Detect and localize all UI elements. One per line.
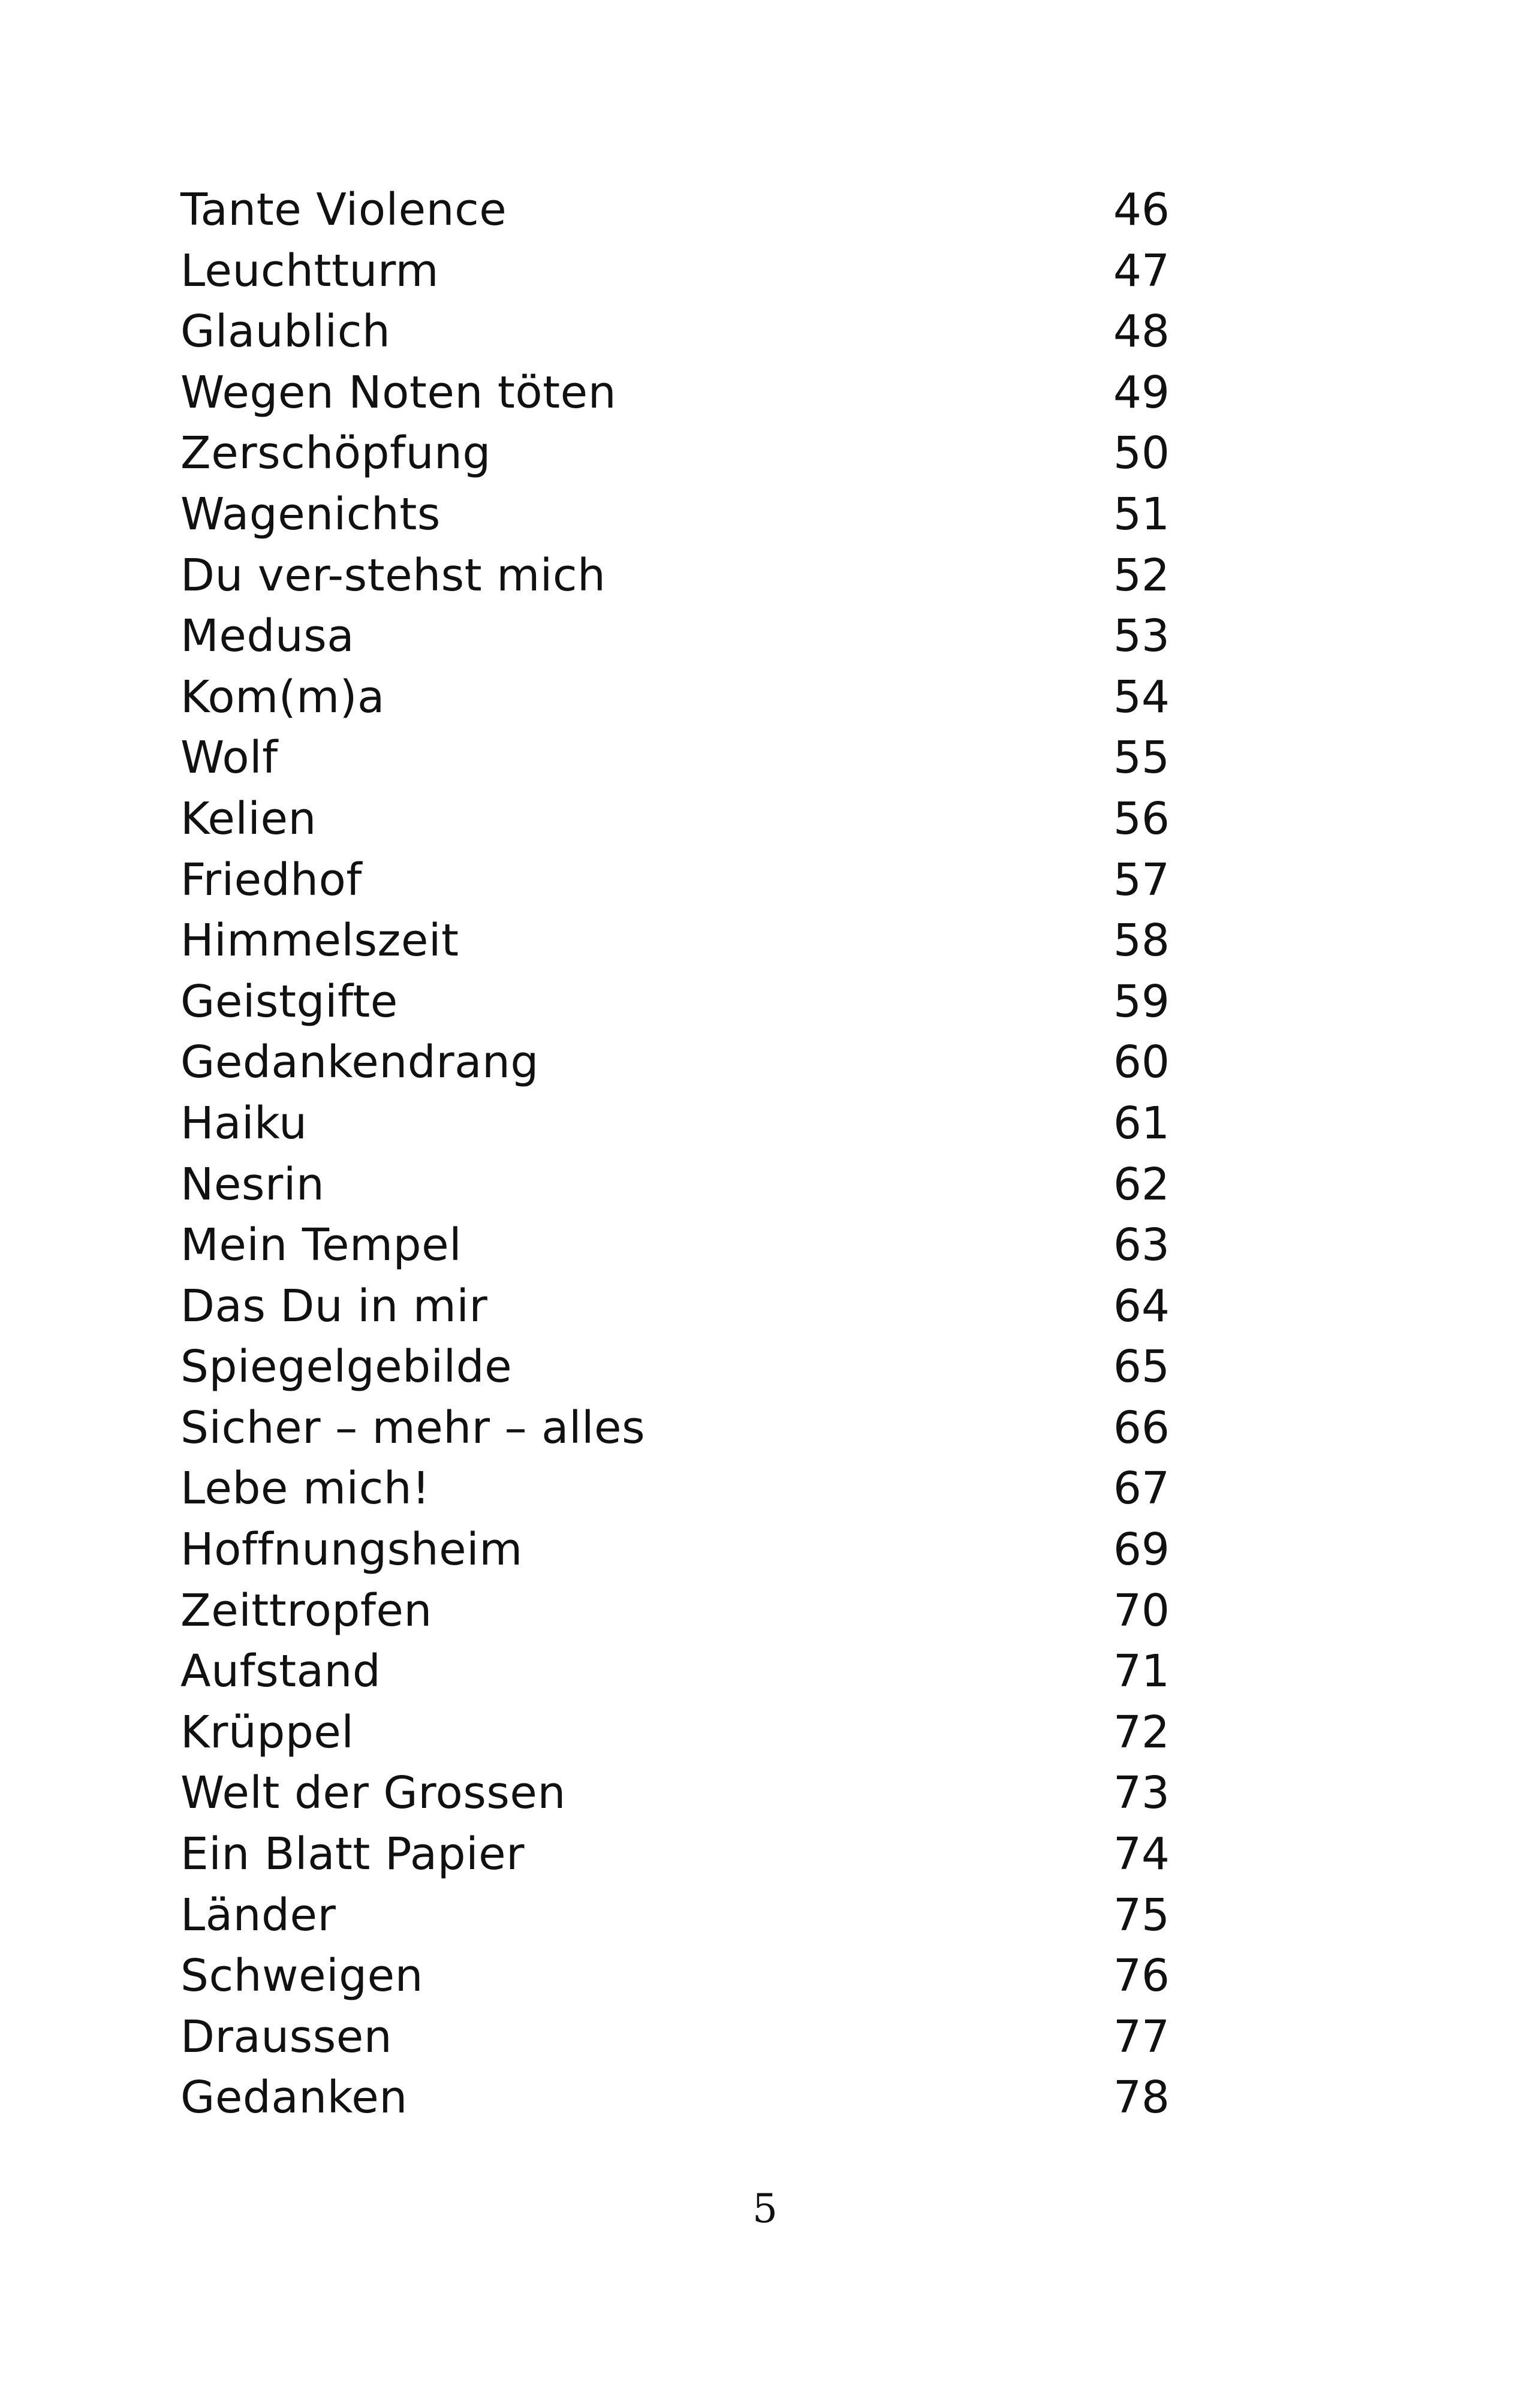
toc-entry-page: 66 [1113,1402,1170,1454]
toc-entry-title: Kelien [180,792,317,845]
toc-entry [180,2068,1170,2129]
toc-entry [180,1824,1170,1885]
toc-entry [180,1641,1170,1702]
toc-entry-title: Himmelszeit [180,915,459,967]
toc-entry [180,728,1170,789]
toc-entry-title: Länder [180,1889,336,1941]
toc-entry [180,2007,1170,2068]
toc-entry-title: Nesrin [180,1158,325,1210]
toc-entry-page: 52 [1113,549,1170,601]
toc-entry [180,546,1170,607]
toc-entry-page: 70 [1113,1584,1170,1637]
toc-entry-page: 56 [1113,792,1170,845]
toc-entry [180,667,1170,728]
toc-entry-title: Wolf [180,732,278,784]
toc-entry-page: 73 [1113,1767,1170,1819]
toc-entry-title: Medusa [180,610,355,662]
toc-entry [180,1520,1170,1581]
toc-entry-title: Hoffnungsheim [180,1524,523,1576]
toc-entry-page: 50 [1113,427,1170,480]
toc-entry-page: 57 [1113,854,1170,906]
toc-entry-page: 67 [1113,1463,1170,1515]
toc-entry-page: 75 [1113,1889,1170,1941]
toc-entry-title: Zerschöpfung [180,427,491,480]
toc-entry [180,1763,1170,1824]
toc-entry-title: Gedanken [180,2072,408,2124]
toc-entry-title: Zeittropfen [180,1584,432,1637]
toc-entry [180,1946,1170,2007]
toc-entry-page: 62 [1113,1158,1170,1210]
toc-entry-title: Leuchtturm [180,245,439,297]
toc-entry [180,241,1170,302]
toc-entry [180,1215,1170,1276]
toc-entry [180,180,1170,241]
toc-entry [180,302,1170,363]
toc-entry [180,1337,1170,1398]
toc-entry [180,789,1170,850]
toc-entry-page: 61 [1113,1097,1170,1149]
toc-entry-title: Wagenichts [180,488,441,540]
toc-entry-page: 74 [1113,1828,1170,1880]
toc-entry-page: 69 [1113,1524,1170,1576]
toc-entry [180,972,1170,1033]
toc-entry [180,606,1170,667]
toc-entry-title: Ein Blatt Papier [180,1828,525,1880]
toc-entry-title: Schweigen [180,1950,424,2002]
toc-entry [180,1702,1170,1764]
toc-entry-page: 71 [1113,1645,1170,1698]
toc-entry-page: 72 [1113,1706,1170,1758]
toc-entry [180,1032,1170,1093]
toc-entry-page: 76 [1113,1950,1170,2002]
toc-entry [180,1885,1170,1946]
toc-entry [180,1458,1170,1520]
toc-entry-title: Welt der Grossen [180,1767,566,1819]
toc-entry-title: Friedhof [180,854,362,906]
toc-entry-page: 51 [1113,488,1170,540]
toc-entry-page: 46 [1113,184,1170,236]
toc-entry-title: Lebe mich! [180,1463,430,1515]
toc-entry [180,911,1170,972]
toc-entry [180,1093,1170,1155]
toc-entry-page: 49 [1113,366,1170,418]
toc-entry [180,1581,1170,1642]
toc-entry-title: Haiku [180,1097,308,1149]
toc-entry [180,484,1170,546]
toc-entry-page: 54 [1113,671,1170,723]
page-number: 5 [752,2186,778,2232]
toc-entry-title: Sicher – mehr – alles [180,1402,646,1454]
toc-entry-page: 58 [1113,915,1170,967]
toc-entry [180,1276,1170,1337]
toc-entry-title: Das Du in mir [180,1280,488,1332]
toc-entry-page: 60 [1113,1036,1170,1089]
toc-entry [180,423,1170,484]
toc-entry-title: Gedankendrang [180,1036,539,1089]
toc-entry [180,1155,1170,1216]
toc-entry-page: 55 [1113,732,1170,784]
toc-entry-title: Du ver-stehst mich [180,549,606,601]
toc-entry-page: 63 [1113,1219,1170,1271]
toc-entry-title: Glaublich [180,306,391,358]
toc-entry-page: 65 [1113,1341,1170,1393]
toc-entry-title: Aufstand [180,1645,381,1698]
toc-entry-title: Geistgifte [180,975,398,1027]
table-of-contents [180,180,1170,2129]
toc-entry-page: 64 [1113,1280,1170,1332]
toc-entry-page: 78 [1113,2072,1170,2124]
toc-entry-title: Wegen Noten töten [180,366,617,418]
toc-entry-title: Mein Tempel [180,1219,462,1271]
toc-entry-title: Kom(m)a [180,671,385,723]
toc-entry-page: 47 [1113,245,1170,297]
toc-entry-page: 77 [1113,2011,1170,2063]
toc-entry-page: 59 [1113,975,1170,1027]
toc-entry-page: 48 [1113,306,1170,358]
toc-entry-title: Tante Violence [180,184,507,236]
toc-entry [180,363,1170,424]
toc-entry-title: Krüppel [180,1706,354,1758]
toc-entry-title: Spiegelgebilde [180,1341,513,1393]
toc-entry [180,1398,1170,1459]
toc-entry-title: Draussen [180,2011,393,2063]
toc-entry [180,850,1170,911]
toc-entry-page: 53 [1113,610,1170,662]
